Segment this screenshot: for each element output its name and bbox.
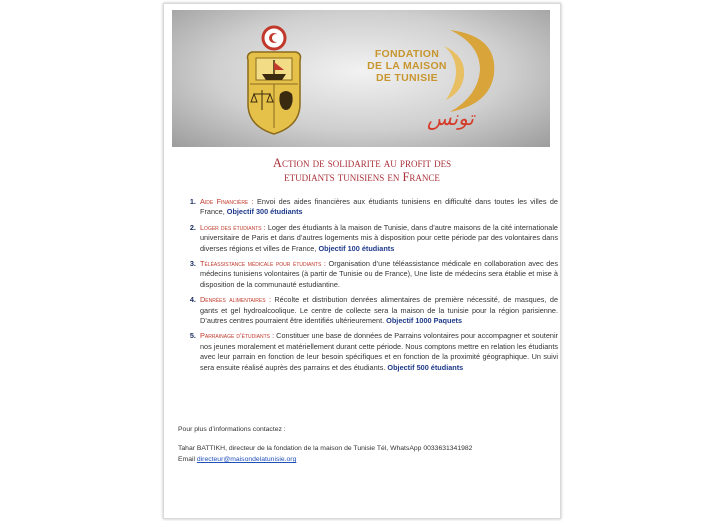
action-list: [180, 197, 558, 378]
flyer-page: [163, 3, 561, 519]
contact-person: Tahar BATTIKH, directeur de la fondation de la maison de Tunisie Tél, WhatsApp 0033631341982: [178, 445, 473, 452]
action-text: Envoi des aides financières aux étudiants tunisiens en difficulté dans toutes les villes de France,: [200, 197, 558, 217]
contact-intro: Pour plus d’informations contactez :: [178, 426, 286, 433]
list-item: [198, 331, 558, 373]
email-label: Email: [178, 456, 197, 463]
foundation-name: FONDATION DE LA MAISON DE TUNISIE: [367, 48, 447, 84]
list-item: [198, 259, 558, 290]
list-item: [198, 295, 558, 326]
action-heading: Denrées alimentaires :: [200, 295, 271, 305]
action-heading: Loger des étudiants :: [200, 222, 266, 232]
action-text: Organisation d’une téléassistance médicale en collaboration avec des médecins tunisiens volontaires (à partir de Tunisie ou de France), Une liste de médecins sera établie et mise à disposition de la communauté estudiantine.: [200, 259, 558, 289]
action-goal: Objectif 300 étudiants: [226, 207, 303, 217]
tunisia-coat-of-arms-icon: [242, 24, 306, 136]
list-item: [198, 197, 558, 218]
email-link[interactable]: directeur@maisondelatunisie.org: [196, 456, 297, 463]
page-title: [164, 156, 560, 184]
action-text: Récolte et distribution denrées alimentaires de première nécessité, de masques, de gants et gel hydroalcoolique. Le centre de collecte sera la maison de la tunisie pour la région parisienne. D’autres centres pourraient être identifiés ultérieurement.: [200, 295, 558, 326]
header-banner: [172, 10, 550, 147]
action-text: Constituer une base de données de Parrains volontaires pour accompagner et soutenir nos jeunes moralement et matériellement durant cette période. Nous comptons mettre en relation les étudiants avec leur parrain en fonction de leur besoin spécifiques et en fonction de la proximité géographique. Un suivi sera ensuite réalisé auprès des parrains et des étudiants.: [200, 331, 558, 372]
action-text: Loger des étudiants à la maison de Tunisie, dans d’autre maisons de la cité internationale universitaire de Paris et dans d’autres logements mis à disposition pour cette période par des volontaires dans diverses régions et villes de France,: [200, 222, 558, 253]
arabic-logo-text: تونس: [427, 106, 474, 130]
action-heading: Parrainage d’étudiants :: [200, 331, 275, 341]
title-line-1: Action de solidarite au profit des: [272, 156, 452, 170]
action-heading: Téléassistance médicale pour étudiants :: [200, 259, 326, 269]
action-goal: Objectif 1000 Paquets: [386, 316, 463, 326]
action-heading: Aide Financière :: [200, 197, 254, 206]
action-goal: Objectif 100 étudiants: [318, 243, 395, 253]
list-item: [198, 223, 558, 254]
action-goal: Objectif 500 étudiants: [387, 362, 464, 372]
title-line-2: etudiants tunisiens en France: [284, 170, 440, 184]
contact-section: [178, 424, 548, 465]
contact-email-line: [178, 454, 548, 465]
